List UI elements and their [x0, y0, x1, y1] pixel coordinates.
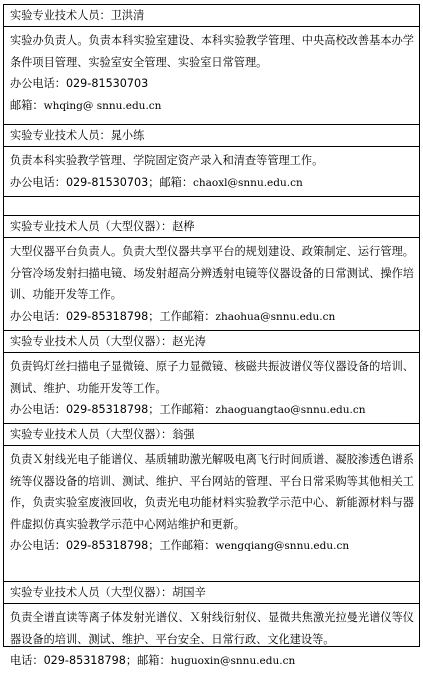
staff-contact — [10, 399, 414, 422]
staff-email: chaoxl@snnu.edu.cn — [193, 176, 303, 189]
staff-duty: 负责全谱直读等离子体发射光谱仪、Ｘ射线衍射仪、显微共焦激光拉曼光谱仪等仪器设备的培训、测试、维护、平台安全、日常行政、文化建设等。 — [10, 611, 414, 646]
staff-details — [4, 446, 419, 582]
staff-table — [3, 4, 420, 668]
staff-duty: 负责Ｘ射线光电子能谱仪、基质辅助激光解吸电离飞行时间质谱、凝胶渗透色谱系统等仪器设备的培训、测试、维护、平台网站的管理、平台日常采购等其他相关工作，负责实验室废液回收，负责光电功能材料实验教学示范中心、新能源材料与器件虚拟仿真实验教学示范中心网站维护和更新。 — [10, 453, 414, 531]
staff-header — [4, 424, 419, 446]
staff-header-text: 实验专业技术人员：晁小练 — [10, 129, 145, 142]
staff-duty: 大型仪器平台负责人。负责大型仪器共享平台的规划建设、政策制定、运行管理。分管冷场发射扫描电镜、场发射超高分辨透射电镜等仪器设备的日常测试、操作培训、功能开发等工作。 — [10, 245, 414, 302]
staff-email: whqing@ snnu.edu.cn — [43, 99, 162, 112]
staff-header-text: 实验专业技术人员（大型仪器）：赵桦 — [10, 220, 195, 233]
staff-header — [4, 331, 419, 353]
staff-phone: 办公电话：029-81530703 — [10, 77, 149, 91]
staff-header-text: 实验专业技术人员（大型仪器）：翁强 — [10, 428, 195, 441]
blank-separator-row — [4, 197, 419, 216]
staff-email: huguoxin@snnu.edu.cn — [170, 655, 296, 668]
contact-prefix: 电话：029-85318798；邮箱： — [10, 654, 171, 668]
staff-header-text: 实验专业技术人员（大型仪器）：赵光涛 — [10, 335, 206, 348]
contact-prefix: 办公电话：029-81530703；邮箱： — [10, 175, 194, 189]
staff-contact — [10, 535, 414, 558]
staff-contact — [10, 650, 414, 673]
staff-header — [4, 5, 419, 27]
staff-header-text: 实验专业技术人员（大型仪器）：胡国辛 — [10, 586, 206, 599]
staff-email-line — [10, 95, 414, 118]
staff-details — [4, 353, 419, 424]
staff-header — [4, 216, 419, 238]
staff-contact — [10, 172, 414, 195]
staff-details — [4, 147, 419, 197]
contact-prefix: 办公电话：029-85318798；工作邮箱： — [10, 403, 216, 417]
staff-header — [4, 125, 419, 147]
email-label: 邮箱： — [10, 98, 44, 112]
staff-duty: 负责钨灯丝扫描电子显微镜、原子力显微镜、核磁共振波谱仪等仪器设备的培训、测试、维护、功能开发等工作。 — [10, 360, 414, 395]
contact-prefix: 办公电话：029-85318798；工作邮箱： — [10, 539, 216, 553]
staff-details — [4, 27, 419, 125]
staff-header — [4, 582, 419, 604]
staff-contact — [10, 306, 414, 329]
staff-duty: 负责本科实验教学管理、学院固定资产录入和清查等管理工作。 — [10, 154, 324, 167]
staff-email: wengqiang@snnu.edu.cn — [215, 540, 350, 553]
staff-email: zhaoguangtao@snnu.edu.cn — [215, 404, 366, 417]
staff-email: zhaohua@snnu.edu.cn — [215, 310, 336, 323]
staff-details — [4, 238, 419, 331]
contact-prefix: 办公电话：029-85318798；工作邮箱： — [10, 309, 216, 323]
staff-duty: 实验办负责人。负责本科实验室建设、本科实验教学管理、中央高校改善基本办学条件项目管理、实验室安全管理、实验室日常管理。 — [10, 34, 414, 69]
staff-details — [4, 604, 419, 676]
staff-header-text: 实验专业技术人员：卫洪清 — [10, 9, 145, 22]
